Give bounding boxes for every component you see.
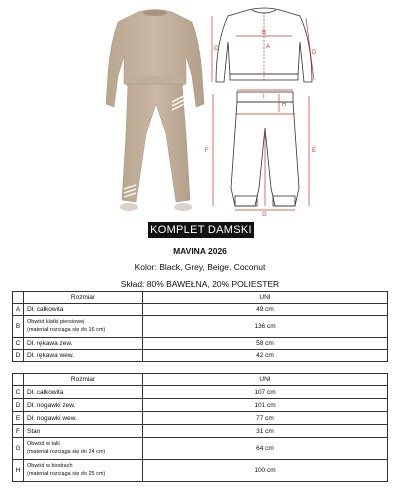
header-uni: UNI: [143, 292, 388, 304]
table-row: C Dł. całkowita 107 cm: [13, 386, 388, 399]
table-row: H Obwód w biodrach (materiał rozciąga się do 25 cm) 100 cm: [13, 460, 388, 482]
header-size: Rozmiar: [24, 374, 143, 386]
model-name: MAVINA 2026: [173, 246, 227, 256]
product-title: KOMPLET DAMSKI: [148, 222, 254, 238]
label-e: E: [312, 148, 317, 154]
label-i: I: [263, 94, 265, 100]
label-f: F: [205, 148, 209, 154]
table-row: C Dł. rękawa zew. 58 cm: [13, 338, 388, 350]
table-row: D Dł. rękawa wew. 42 cm: [13, 350, 388, 362]
table-row: F Stan 31 cm: [13, 425, 388, 438]
label-d: D: [312, 50, 317, 56]
table-row: B Obwód klatki piersiowej (materiał rozciąga się do 16 cm) 136 cm: [13, 316, 388, 338]
size-table-pants: [12, 373, 388, 482]
header-size: Rozmiar: [24, 292, 143, 304]
table-row: D Dł. nogawki zew. 101 cm: [13, 399, 388, 412]
composition-line: Skład: 80% BAWEŁNA, 20% POLIESTER: [120, 279, 280, 289]
label-b: B: [262, 30, 267, 36]
table-row: E Dł. nogawki wew. 77 cm: [13, 412, 388, 425]
label-h: H: [282, 102, 287, 108]
table-row: G Obwód w talii (materiał rozciąga się do 24 cm) 64 cm: [13, 438, 388, 460]
label-a: A: [266, 44, 271, 50]
colors-line: Kolor: Black, Grey, Beige, Coconut: [134, 262, 266, 272]
table-header: [13, 374, 388, 386]
label-c: C: [214, 46, 219, 52]
pants-drawing: [205, 88, 325, 216]
size-table-top: [12, 291, 388, 362]
label-g: G: [262, 212, 267, 216]
header-uni: UNI: [143, 374, 388, 386]
product-photo: [100, 4, 210, 216]
table-header: [13, 292, 388, 304]
table-row: A Dł. całkowita 49 cm: [13, 304, 388, 316]
sweatshirt-drawing: [208, 2, 320, 92]
